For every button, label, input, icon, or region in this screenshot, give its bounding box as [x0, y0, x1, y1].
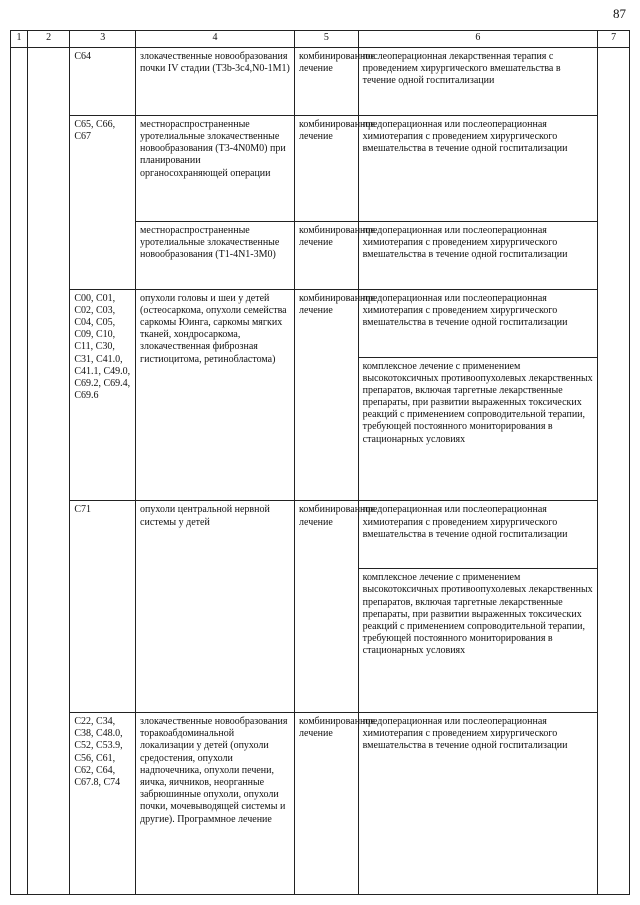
table-row [11, 713, 630, 895]
treatment-type-cell: комбинированное лечение [295, 713, 359, 895]
treatment-method-cell: послеоперационная лекарственная терапия с проведением хирургического вмешательства в течение одной госпитализации [358, 48, 598, 116]
table-row [11, 48, 630, 116]
treatment-type-cell: комбинированное лечение [295, 289, 359, 501]
header-col-3: 3 [70, 31, 136, 48]
treatment-method-cell: предоперационная или послеоперационная химиотерапия с проведением хирургического вмешательства в течение одной госпитализации [358, 713, 598, 895]
treatment-type-cell: комбинированное лечение [295, 501, 359, 713]
diagnosis-cell: опухоли центральной нервной системы у детей [136, 501, 295, 713]
treatment-method-cell: предоперационная или послеоперационная химиотерапия с проведением хирургического вмешательства в течение одной госпитализации [358, 501, 598, 569]
code-cell: C65, C66, C67 [70, 115, 136, 289]
treatment-method-cell: предоперационная или послеоперационная химиотерапия с проведением хирургического вмешательства в течение одной госпитализации [358, 221, 598, 289]
treatment-method-cell: предоперационная или послеоперационная химиотерапия с проведением хирургического вмешательства в течение одной госпитализации [358, 289, 598, 357]
code-cell: C64 [70, 48, 136, 116]
col1-cell [11, 48, 28, 895]
code-cell: C00, C01, C02, C03, C04, C05, C09, C10, C11, C30, C31, C41.0, C41.1, C49.0, C69.2, C69.4, C69.6 [70, 289, 136, 501]
diagnosis-cell: злокачественные новообразования почки IV стадии (T3b-3c4,N0-1M1) [136, 48, 295, 116]
table-row [11, 115, 630, 221]
diagnosis-cell: местнораспространенные уротелиальные злокачественные новообразования (T1-4N1-3M0) [136, 221, 295, 289]
col7-cell [598, 48, 630, 895]
treatment-method-cell: комплексное лечение с применением высокотоксичных противоопухолевых лекарственных препаратов, включая таргетные лекарственные препараты, при развитии выраженных токсических реакций с применением сопроводительной терапии, требующей постоянного мониторирования в стационарных условиях [358, 569, 598, 713]
treatment-method-cell: предоперационная или послеоперационная химиотерапия с проведением хирургического вмешательства в течение одной госпитализации [358, 115, 598, 221]
header-col-1: 1 [11, 31, 28, 48]
document-table [10, 30, 630, 895]
table-header-row [11, 31, 630, 48]
diagnosis-cell: местнораспространенные уротелиальные злокачественные новообразования (T3-4N0M0) при планировании органосохраняющей операции [136, 115, 295, 221]
treatment-method-cell: комплексное лечение с применением высокотоксичных противоопухолевых лекарственных препаратов, включая таргетные лекарственные препараты, при развитии выраженных токсических реакций с применением сопроводительной терапии, требующей постоянного мониторирования в стационарных условиях [358, 357, 598, 501]
code-cell: C71 [70, 501, 136, 713]
header-col-4: 4 [136, 31, 295, 48]
header-col-7: 7 [598, 31, 630, 48]
treatment-type-cell: комбинированное лечение [295, 48, 359, 116]
col2-cell [27, 48, 69, 895]
diagnosis-cell: опухоли головы и шеи у детей (остеосаркома, опухоли семейства саркомы Юинга, саркомы мягких тканей, хондросаркома, злокачественная фиброзная гистиоцитома, ретинобластома) [136, 289, 295, 501]
header-col-2: 2 [27, 31, 69, 48]
table-row [11, 289, 630, 357]
code-cell: C22, C34, C38, C48.0, C52, C53.9, C56, C61, C62, C64, C67.8, C74 [70, 713, 136, 895]
treatment-type-cell: комбинированное лечение [295, 221, 359, 289]
table-row [11, 501, 630, 569]
diagnosis-cell: злокачественные новообразования торакоабдоминальной локализации у детей (опухоли средостения, опухоли надпочечника, опухоли печени, яичка, яичников, неорганные забрюшинные опухоли, опухоли почки, мочевыводящей системы и другие). Программное лечение [136, 713, 295, 895]
page-number: 87 [613, 6, 626, 21]
header-col-6: 6 [358, 31, 598, 48]
treatment-type-cell: комбинированное лечение [295, 115, 359, 221]
header-col-5: 5 [295, 31, 359, 48]
